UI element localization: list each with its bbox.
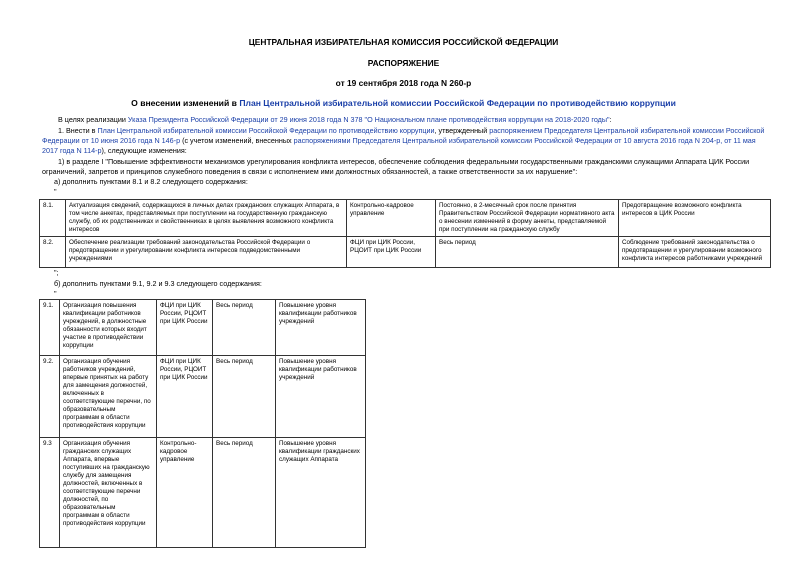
paragraph-2-cont bbox=[42, 136, 756, 145]
cell-result: Повышение уровня квалификации гражданских служащих Аппарата bbox=[276, 438, 366, 548]
cell-measure: Обеспечение реализации требований законодательства Российской Федерации о предотвращении и урегулировании конфликта интересов подведомственными учреждениями bbox=[66, 237, 347, 268]
p3-text: (с учетом изменений, внесенных bbox=[180, 136, 294, 145]
paragraph-2 bbox=[58, 126, 764, 135]
table-row bbox=[40, 200, 771, 237]
rasporyazhenie-link[interactable]: распоряжением Председателя Центральной избирательной комиссии Российской bbox=[489, 126, 765, 135]
cell-number: 8.1. bbox=[40, 200, 66, 237]
changes-link-end[interactable]: 2017 года N 114-р bbox=[42, 146, 102, 155]
changes-link[interactable]: распоряжениями Председателя Центральной избирательной комиссии Российской Федерации от 10 августа 2016 года N 204-р, от 11 мая bbox=[293, 136, 756, 145]
p2-text-a: 1. Внести в bbox=[58, 126, 98, 135]
ukaz-link[interactable]: Указа Президента Российской Федерации от 29 июня 2018 года N 378 "О Национальном плане противодействия коррупции на 2018-2020 годы" bbox=[127, 115, 610, 124]
p2-text-b: , утвержденный bbox=[434, 126, 490, 135]
cell-measure: Организация обучения работников учреждений, впервые принятых на работу для замещения должностей, включенных в соответствующие перечни, по образовательным программам в области противодействия коррупции bbox=[60, 356, 157, 438]
cell-measure: Организация повышения квалификации работников учреждений, в должностные обязанности которых входит участие в противодействии коррупции bbox=[60, 300, 157, 356]
cell-deadline: Весь период bbox=[213, 356, 276, 438]
cell-responsible: ФЦИ при ЦИК России, РЦОИТ при ЦИК России bbox=[157, 300, 213, 356]
subject-prefix: О внесении изменений в bbox=[131, 98, 240, 108]
table-items-8 bbox=[39, 199, 771, 268]
cell-number: 8.2. bbox=[40, 237, 66, 268]
cell-number: 9.1. bbox=[40, 300, 60, 356]
org-title: ЦЕНТРАЛЬНАЯ ИЗБИРАТЕЛЬНАЯ КОМИССИЯ РОССИЙСКОЙ ФЕДЕРАЦИИ bbox=[248, 37, 559, 47]
table-row bbox=[40, 438, 366, 548]
paragraph-a: а) дополнить пунктами 8.1 и 8.2 следующего содержания: bbox=[54, 177, 248, 186]
cell-number: 9.2. bbox=[40, 356, 60, 438]
cell-measure: Актуализация сведений, содержащихся в личных делах гражданских служащих Аппарата, в том числе анкетах, представляемых при поступлении на государственную гражданскую службу, об их родственниках и свойственниках в целях выявления возможного конфликта интересов bbox=[66, 200, 347, 237]
p1-text: В целях реализации bbox=[58, 115, 128, 124]
quote-close-1: "; bbox=[54, 268, 59, 277]
p1-colon: : bbox=[609, 115, 612, 124]
cell-responsible: ФЦИ при ЦИК России, РЦОИТ при ЦИК России bbox=[157, 356, 213, 438]
paragraph-b: б) дополнить пунктами 9.1, 9.2 и 9.3 следующего содержания: bbox=[54, 279, 262, 288]
cell-number: 9.3 bbox=[40, 438, 60, 548]
cell-deadline: Постоянно, в 2-месячный срок после принятия Правительством Российской Федерации нормативного акта о внесении изменений в форму анкеты, представляемой при поступлении на гражданскую службу bbox=[436, 200, 619, 237]
cell-result: Предотвращение возможного конфликта интересов в ЦИК России bbox=[619, 200, 771, 237]
cell-deadline: Весь период bbox=[436, 237, 619, 268]
table-items-9 bbox=[39, 299, 366, 548]
cell-responsible: ФЦИ при ЦИК России, РЦОИТ при ЦИК России bbox=[347, 237, 436, 268]
subject-link[interactable]: План Центральной избирательной комиссии Российской Федерации по противодействию коррупции bbox=[239, 98, 676, 108]
p4-text: ), следующие изменения: bbox=[101, 146, 187, 155]
cell-responsible: Контрольно-кадровое управление bbox=[347, 200, 436, 237]
paragraph-1 bbox=[58, 115, 612, 124]
doc-subject bbox=[0, 98, 807, 108]
paragraph-section-cont: ограничений, запретов и принципов служебного поведения в связи с исполнением ими должностных обязанностей, а также ответственности за их нарушение": bbox=[42, 167, 578, 176]
doc-type: РАСПОРЯЖЕНИЕ bbox=[367, 58, 440, 68]
table-row bbox=[40, 300, 366, 356]
cell-result: Повышение уровня квалификации работников учреждений bbox=[276, 356, 366, 438]
quote-open-1: " bbox=[54, 187, 57, 196]
cell-deadline: Весь период bbox=[213, 300, 276, 356]
paragraph-section: 1) в разделе I "Повышение эффективности механизмов урегулирования конфликта интересов, обеспечение соблюдения федеральными государственными гражданскими служащими Аппарата ЦИК России bbox=[58, 157, 750, 166]
plan-link[interactable]: План Центральной избирательной комиссии Российской Федерации по противодействию коррупции bbox=[97, 126, 435, 135]
cell-deadline: Весь период bbox=[213, 438, 276, 548]
rasporyazhenie-date-link[interactable]: Федерации от 10 июня 2016 года N 146-р bbox=[42, 136, 181, 145]
cell-responsible: Контрольно-кадровое управление bbox=[157, 438, 213, 548]
table-row bbox=[40, 237, 771, 268]
paragraph-2-end bbox=[42, 146, 187, 155]
doc-date: от 19 сентября 2018 года N 260-р bbox=[335, 78, 472, 88]
cell-result: Повышение уровня квалификации работников учреждений bbox=[276, 300, 366, 356]
table-row bbox=[40, 356, 366, 438]
cell-measure: Организация обучения гражданских служащих Аппарата, впервые поступивших на гражданскую службу для замещения должностей, включенных в соответствующие перечни должностей, по образовательным программам в области противодействия коррупции bbox=[60, 438, 157, 548]
quote-open-2: " bbox=[54, 289, 57, 298]
cell-result: Соблюдение требований законодательства о предотвращении и урегулировании возможного конфликта интересов работниками учреждений bbox=[619, 237, 771, 268]
